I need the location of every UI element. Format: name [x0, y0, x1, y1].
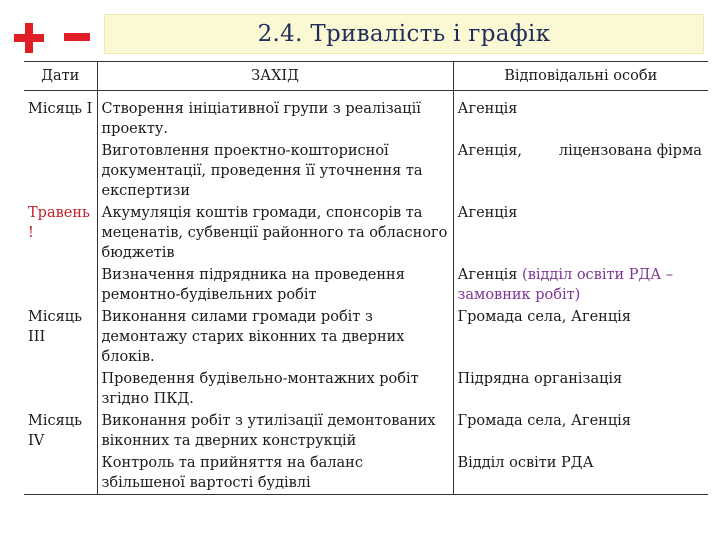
row-responsible: Підрядна організація [453, 368, 708, 410]
table-header-row [24, 62, 708, 91]
header-responsible: Відповідальні особи [453, 62, 708, 91]
row-responsible: Агенція [453, 91, 708, 141]
row-responsible: Громада села, Агенція [453, 410, 708, 452]
schedule-table [24, 61, 708, 495]
row-responsible [453, 264, 708, 306]
row-activity: Створення ініціативної групи з реалізації проекту. [97, 91, 453, 141]
page-title: 2.4. Тривалість і графік [257, 21, 551, 47]
row-date [24, 264, 97, 306]
table-row [24, 452, 708, 495]
table-row [24, 368, 708, 410]
plus-icon-stem[interactable] [25, 23, 33, 53]
title-banner [104, 14, 704, 54]
header-dates: Дати [24, 62, 97, 91]
row-responsible: Громада села, Агенція [453, 306, 708, 368]
row-responsible-highlight: (відділ освіти РДА – замовник робіт) [457, 267, 674, 303]
row-responsible [453, 140, 708, 202]
table-row [24, 306, 708, 368]
row-date [24, 452, 97, 495]
row-activity: Контроль та прийняття на баланс збільшеної вартості будівлі [97, 452, 453, 495]
row-date [24, 140, 97, 202]
row-responsible-text: Агенція, ліцензована фірма [457, 143, 702, 159]
row-activity: Виготовлення проектно-кошторисної документації, проведення її уточнення та експертизи [97, 140, 453, 202]
row-activity: Виконання силами громади робіт з демонтажу старих віконних та дверних блоків. [97, 306, 453, 368]
table-row [24, 264, 708, 306]
header-activity: ЗАХІД [97, 62, 453, 91]
row-activity: Визначення підрядника на проведення ремонтно-будівельних робіт [97, 264, 453, 306]
row-date [24, 202, 97, 264]
row-responsible: Агенція [453, 202, 708, 264]
minus-icon[interactable] [64, 33, 90, 41]
row-date-text: Травень ! [28, 205, 90, 241]
row-activity: Проведення будівельно-монтажних робіт згідно ПКД. [97, 368, 453, 410]
row-activity: Акумуляція коштів громади, спонсорів та меценатів, субвенції районного та обласного бюджетів [97, 202, 453, 264]
row-date: Місяць І [28, 101, 93, 117]
row-date [24, 368, 97, 410]
row-responsible: Відділ освіти РДА [453, 452, 708, 495]
table-row [24, 140, 708, 202]
row-date: Місяць ІV [28, 413, 82, 449]
table-row [24, 202, 708, 264]
row-responsible-prefix: Агенція [457, 267, 523, 283]
row-date: Місяць ІІІ [28, 309, 82, 345]
row-activity: Виконання робіт з утилізації демонтованих віконних та дверних конструкцій [97, 410, 453, 452]
table-row [24, 91, 708, 141]
table-row [24, 410, 708, 452]
